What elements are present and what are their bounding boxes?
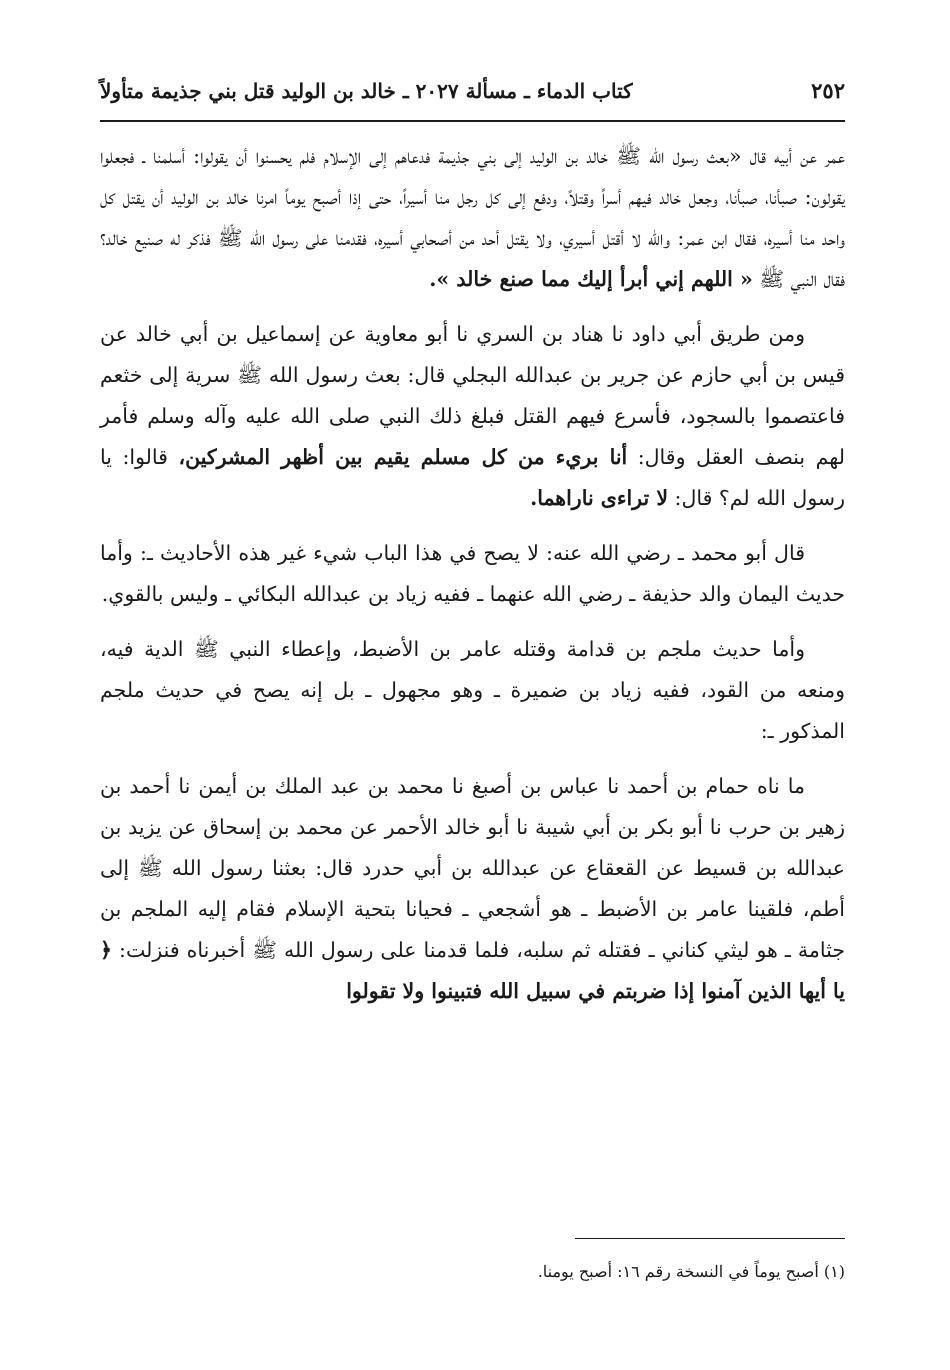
running-title: كتاب الدماء ـ مسألة ٢٠٢٧ ـ خالد بن الوليد قتل بني جذيمة متأولاً — [100, 79, 633, 103]
main-text — [100, 136, 845, 1012]
page-number: ٢٥٢ — [811, 78, 845, 103]
paragraph-2-text: ومن طريق أبي داود نا هناد بن السري نا أبو معاوية عن إسماعيل بن أبي خالد عن قيس بن أبي حازم عن جرير بن عبدالله البجلي قال: بعث رسول الله ﷺ سرية إلى خثعم فاعتصموا بالسجود، فأسرع فيهم القتل فبلغ ذلك النبي صلى الله عليه وآله وسلم فأمر لهم بنصف العقل وقال: — [100, 322, 845, 469]
paragraph-5-text: ما ناه حمام بن أحمد نا عباس بن أصبغ نا محمد بن عبد الملك بن أيمن نا أحمد بن زهير بن حرب نا أبو بكر بن أبي شيبة نا أبو خالد الأحمر عن محمد بن إسحاق عن يزيد بن عبدالله بن قسيط عن القعقاع عن عبدالله بن أبي حدرد قال: بعثنا رسول الله ﷺ إلى أطم، فلقينا عامر بن الأضبط ـ هو أشجعي ـ فحيانا بتحية الإسلام فقام إليه الملجم بن جثامة ـ هو ليثي كناني ـ فقتله ثم سلبه، فلما قدمنا على رسول الله ﷺ أخبرناه فنزلت: — [100, 774, 845, 962]
paragraph-1-quote: « اللهم إني أبرأ إليك مما صنع خالد ». — [429, 267, 753, 291]
paragraph-5 — [100, 766, 845, 1012]
paragraph-4 — [100, 629, 845, 752]
paragraph-4-text: وأما حديث ملجم بن قدامة وقتله عامر بن الأضبط، وإعطاء النبي ﷺ الدية فيه، ومنعه من القود، ففيه زياد بن ضميرة ـ وهو مجهول ـ بل إنه يصح في حديث ملجم المذكور ـ: — [100, 637, 845, 743]
paragraph-3-text: قال أبو محمد ـ رضي الله عنه: لا يصح في هذا الباب شيء غير هذه الأحاديث ـ: وأما حديث اليمان والد حذيفة ـ رضي الله عنهما ـ ففيه زياد بن عبدالله البكائي ـ وليس بالقوي. — [100, 541, 845, 606]
paragraph-2-text-cont: قالوا: يا رسول الله لم؟ قال: — [100, 445, 845, 510]
footnote: (١) أصبح يوماً في النسخة رقم ١٦: أصبح يومنا. — [537, 1262, 845, 1281]
paragraph-3 — [100, 533, 845, 615]
paragraph-2-quote-end: لا تراءى ناراهما. — [530, 486, 669, 510]
paragraph-2 — [100, 314, 845, 519]
header-rule — [100, 120, 845, 122]
footnote-rule — [575, 1238, 845, 1239]
paragraph-5-quran-quote: ﴿ يا أيها الذين آمنوا إذا ضربتم في سبيل الله فتبينوا ولا تقولوا — [100, 938, 845, 1003]
paragraph-1 — [100, 136, 845, 300]
paragraph-1-text: عمر عن أبيه قال «بعث رسول الله ﷺ خالد بن الوليد إلى بني جذيمة فدعاهم إلى الإسلام فلم يحسنوا أن يقولوا: أسلمنا ـ فجعلوا يقولون: صبأنا، صبأنا، وجعل خالد فيهم أسراً وقتلاً، ودفع إلى كل رجل منا أسيراً، حتى إذا أصبح يوماً امرنا خالد بن الوليد أن يقتل كل واحد منا أسيره، فقال ابن عمر: والله لا أقتل أسيري، ولا يقتل أحد من أصحابي أسيره، فقدمنا على رسول الله ﷺ فذكر له صنيع خالد؟ فقال النبي ﷺ — [100, 144, 845, 291]
book-page — [100, 78, 845, 1338]
running-header — [100, 78, 845, 120]
paragraph-2-quote: أنا بريء من كل مسلم يقيم بين أظهر المشركين، — [178, 445, 628, 469]
